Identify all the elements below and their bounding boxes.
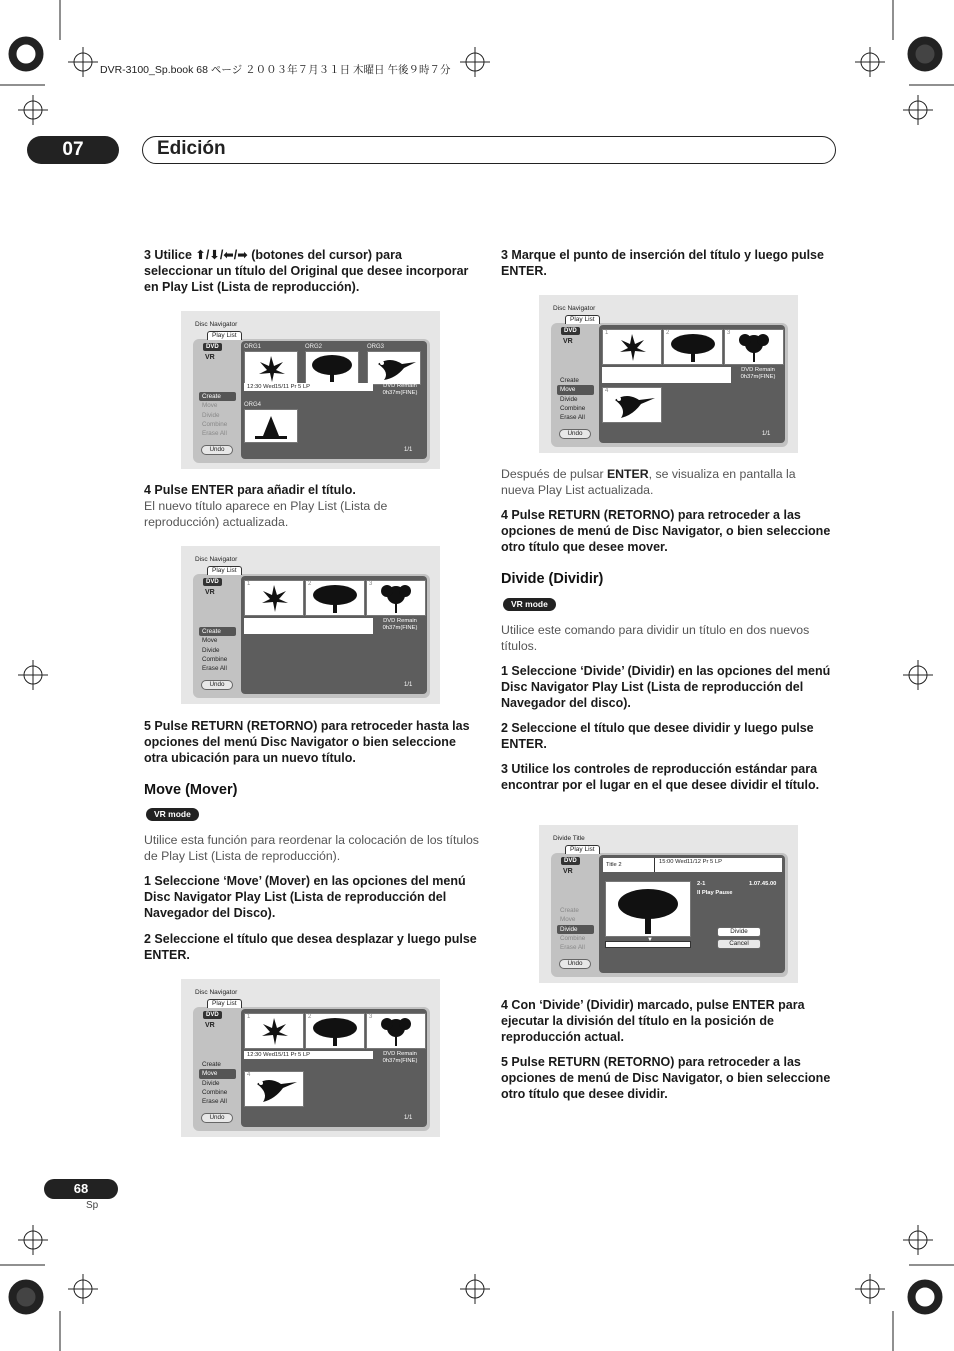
dvd-remain-label: DVD Remain bbox=[383, 1051, 417, 1057]
thumb-tree-image[interactable] bbox=[305, 351, 359, 385]
after-enter-text bbox=[501, 466, 831, 498]
menu-create[interactable]: Create bbox=[560, 377, 579, 384]
undo-button[interactable]: Undo bbox=[201, 445, 233, 455]
screen-frame bbox=[551, 316, 788, 447]
page-indicator: 1/1 bbox=[404, 447, 413, 453]
dvd-badge: DVD bbox=[203, 1011, 222, 1019]
menu-move[interactable]: Move bbox=[202, 402, 218, 410]
thumb-num-2: 2 bbox=[308, 581, 312, 587]
thumb-flower-image[interactable] bbox=[724, 329, 784, 365]
menu-combine[interactable]: Combine bbox=[202, 420, 228, 428]
thumb-label-org4: ORG4 bbox=[244, 402, 262, 408]
tab-playlist: Play List bbox=[565, 845, 600, 854]
move-step-2: 2 Seleccione el título que desea desplazar y luego pulse ENTER. bbox=[144, 932, 477, 962]
title-info-bar: 12:30 Wed15/11 Pr 5 LP bbox=[244, 1051, 373, 1059]
screen-header: Disc Navigator bbox=[553, 305, 596, 312]
divide-area bbox=[599, 855, 785, 973]
vr-badge: VR bbox=[205, 1022, 215, 1029]
menu-move[interactable]: Move bbox=[557, 385, 594, 394]
section-heading-divide: Divide (Dividir) bbox=[501, 571, 604, 587]
screen-select-original bbox=[181, 311, 440, 469]
thumb-tree-image[interactable] bbox=[663, 329, 723, 365]
move-step-1: 1 Seleccione ‘Move’ (Mover) en las opciones del menú Disc Navigator Play List (Lista de reproducción del Navegador del Disco). bbox=[144, 874, 466, 920]
dvd-badge: DVD bbox=[203, 343, 222, 351]
thumb-label-org2: ORG2 bbox=[305, 344, 323, 350]
dvd-remain bbox=[377, 383, 423, 397]
dvd-remain bbox=[377, 618, 423, 632]
thumb-num-3: 3 bbox=[369, 1014, 373, 1020]
thumb-label-org3: ORG3 bbox=[367, 344, 385, 350]
after-enter-pre: Después de pulsar bbox=[501, 467, 607, 481]
undo-button[interactable]: Undo bbox=[559, 429, 591, 439]
screen-header: Disc Navigator bbox=[195, 321, 238, 328]
right-step-3: 3 Marque el punto de inserción del título y luego pulse ENTER. bbox=[501, 248, 824, 278]
chapter-number: 07 bbox=[27, 136, 119, 164]
title-info-bar bbox=[244, 618, 373, 634]
page-indicator: 1/1 bbox=[404, 682, 413, 688]
divide-step-5: 5 Pulse RETURN (RETORNO) para retroceder a las opciones de menú de Disc Navigator, o bien seleccione otro título que desee dividir. bbox=[501, 1055, 831, 1101]
screen-playlist-updated bbox=[181, 546, 440, 704]
menu-divide[interactable]: Divide bbox=[202, 411, 220, 419]
screen-frame bbox=[193, 567, 430, 698]
tab-playlist: Play List bbox=[207, 999, 242, 1008]
screen-frame bbox=[193, 1000, 430, 1131]
undo-button[interactable]: Undo bbox=[559, 959, 591, 969]
vr-badge: VR bbox=[205, 589, 215, 596]
screen-header: Disc Navigator bbox=[195, 556, 238, 563]
after-enter-bold: ENTER bbox=[606, 467, 649, 481]
menu-list bbox=[557, 906, 594, 952]
tab-playlist: Play List bbox=[207, 566, 242, 575]
menu-divide[interactable]: Divide bbox=[202, 646, 220, 654]
menu-create[interactable]: Create bbox=[199, 627, 236, 636]
divide-step-3: 3 Utilice los controles de reproducción estándar para encontrar por el lugar en el que desee dividir el título. bbox=[501, 762, 820, 792]
after-enter-post: , se visualiza en pantalla la nueva Play List actualizada. bbox=[501, 467, 796, 497]
menu-list bbox=[199, 1060, 236, 1106]
divide-step-2: 2 Seleccione el título que desee dividir y luego pulse ENTER. bbox=[501, 721, 814, 751]
chapter-bar bbox=[142, 136, 836, 164]
page-language: Sp bbox=[86, 1200, 99, 1211]
divide-confirm-button[interactable]: Divide bbox=[717, 927, 761, 937]
menu-move[interactable]: Move bbox=[202, 637, 218, 645]
divide-intro: Utilice este comando para dividir un título en dos nuevos títulos. bbox=[501, 623, 810, 653]
thumb-tree-image[interactable] bbox=[305, 1013, 365, 1049]
menu-create[interactable]: Create bbox=[199, 392, 236, 401]
dvd-remain-time: 0h37m(FINE) bbox=[382, 390, 418, 396]
tab-playlist: Play List bbox=[565, 315, 600, 324]
divide-play-status: II Play Pause bbox=[697, 890, 733, 896]
thumb-label-org1: ORG1 bbox=[244, 344, 262, 350]
chapter-title: Edición bbox=[157, 138, 226, 159]
dvd-remain-time: 0h37m(FINE) bbox=[382, 1058, 418, 1064]
thumb-num-2: 2 bbox=[308, 1014, 312, 1020]
menu-create[interactable]: Create bbox=[202, 1061, 221, 1068]
menu-list bbox=[557, 376, 594, 422]
divide-position-marker[interactable]: ▼ bbox=[647, 937, 653, 943]
left-step-4-text: El nuevo título aparece en Play List (Lista de reproducción) actualizada. bbox=[144, 499, 388, 529]
thumb-num-1: 1 bbox=[605, 330, 609, 336]
thumb-tree-image[interactable] bbox=[305, 580, 365, 616]
divide-title-name: Title 2 bbox=[606, 858, 655, 872]
thumb-num-4: 4 bbox=[247, 1072, 251, 1078]
menu-erase-all[interactable]: Erase All bbox=[202, 430, 227, 438]
screen-frame bbox=[193, 332, 430, 463]
dvd-remain-time: 0h37m(FINE) bbox=[740, 374, 776, 380]
divide-step-1: 1 Seleccione ‘Divide’ (Dividir) en las opciones del menú Disc Navigator Play List (Lista de reproducción del Navegador del disco). bbox=[501, 664, 831, 710]
menu-combine[interactable]: Combine bbox=[202, 1088, 228, 1096]
section-heading-move: Move (Mover) bbox=[144, 782, 238, 798]
left-step-4-title: 4 Pulse ENTER para añadir el título. bbox=[144, 483, 356, 497]
dvd-remain-time: 0h37m(FINE) bbox=[382, 625, 418, 631]
divide-cancel-button[interactable]: Cancel bbox=[717, 939, 761, 949]
thumb-num-1: 1 bbox=[247, 581, 251, 587]
menu-move[interactable]: Move bbox=[560, 916, 576, 924]
menu-erase-all[interactable]: Erase All bbox=[560, 944, 585, 952]
thumb-area bbox=[241, 1009, 427, 1127]
vr-mode-tag: VR mode bbox=[503, 598, 556, 611]
thumb-leaf-image[interactable] bbox=[244, 580, 304, 616]
menu-erase-all[interactable]: Erase All bbox=[202, 1098, 227, 1106]
thumb-leaf-image[interactable] bbox=[244, 351, 298, 385]
vr-mode-tag: VR mode bbox=[146, 808, 199, 821]
vr-badge: VR bbox=[563, 868, 573, 875]
print-file-header: DVR-3100_Sp.book 68 ページ ２００３年７月３１日 木曜日 午後９時７分 bbox=[100, 64, 451, 76]
vr-badge: VR bbox=[205, 354, 215, 361]
page-indicator: 1/1 bbox=[762, 431, 771, 437]
left-step-3: 3 Utilice ⬆/⬇/⬅/➡ (botones del cursor) para seleccionar un título del Original que desee incorporar en Play List (Lista de reproducción). bbox=[144, 248, 469, 294]
move-intro: Utilice esta función para reordenar la colocación de los títulos de Play List (Lista de reproducción). bbox=[144, 833, 479, 863]
thumb-area bbox=[599, 325, 785, 443]
menu-divide[interactable]: Divide bbox=[560, 395, 578, 403]
divide-title-bar bbox=[603, 858, 782, 872]
undo-button[interactable]: Undo bbox=[201, 1113, 233, 1123]
thumb-num-3: 3 bbox=[369, 581, 373, 587]
left-step-5: 5 Pulse RETURN (RETORNO) para retroceder hasta las opciones del menú Disc Navigator o bien seleccione otra ubicación para un nuevo título. bbox=[144, 719, 470, 765]
thumb-num-1: 1 bbox=[247, 1014, 251, 1020]
thumb-num-4: 4 bbox=[605, 388, 609, 394]
dvd-badge: DVD bbox=[561, 857, 580, 865]
thumb-bird-image[interactable] bbox=[244, 1071, 304, 1107]
divide-title-info: 15:00 Wed11/12 Pr 5 LP bbox=[659, 859, 722, 865]
dvd-remain-label: DVD Remain bbox=[383, 618, 417, 624]
thumb-leaf-image[interactable] bbox=[602, 329, 662, 365]
thumb-num-2: 2 bbox=[666, 330, 670, 336]
page-indicator: 1/1 bbox=[404, 1115, 413, 1121]
thumb-area bbox=[241, 341, 427, 459]
screen-insertion-point bbox=[539, 295, 798, 453]
tab-playlist: Play List bbox=[207, 331, 242, 340]
menu-list bbox=[199, 392, 236, 438]
divide-chapter: 2-1 bbox=[697, 881, 706, 887]
thumb-leaf-image[interactable] bbox=[244, 1013, 304, 1049]
title-info-bar bbox=[602, 367, 731, 383]
thumb-flower-image[interactable] bbox=[366, 1013, 426, 1049]
dvd-badge: DVD bbox=[203, 578, 222, 586]
menu-divide[interactable]: Divide bbox=[202, 1079, 220, 1087]
undo-button[interactable]: Undo bbox=[201, 680, 233, 690]
screen-frame bbox=[551, 846, 788, 977]
menu-erase-all[interactable]: Erase All bbox=[560, 414, 585, 422]
dvd-remain bbox=[377, 1051, 423, 1065]
menu-divide[interactable]: Divide bbox=[557, 925, 594, 934]
thumb-bird-image[interactable] bbox=[367, 351, 421, 385]
divide-step-4: 4 Con ‘Divide’ (Dividir) marcado, pulse ENTER para ejecutar la división del título en la posición de reproducción actual. bbox=[501, 998, 805, 1044]
dvd-remain-label: DVD Remain bbox=[741, 367, 775, 373]
thumb-area bbox=[241, 576, 427, 694]
dvd-remain bbox=[735, 367, 781, 381]
divide-timecode: 1.07.45.00 bbox=[749, 881, 777, 887]
right-step-4: 4 Pulse RETURN (RETORNO) para retroceder a las opciones de menú de Disc Navigator, o bien seleccione otro título que desee mover. bbox=[501, 508, 831, 554]
thumb-num-3: 3 bbox=[727, 330, 731, 336]
menu-erase-all[interactable]: Erase All bbox=[202, 665, 227, 673]
menu-combine[interactable]: Combine bbox=[202, 655, 228, 663]
vr-badge: VR bbox=[563, 338, 573, 345]
menu-combine[interactable]: Combine bbox=[560, 404, 586, 412]
screen-move-select bbox=[181, 979, 440, 1137]
dvd-badge: DVD bbox=[561, 327, 580, 335]
screen-header: Divide Title bbox=[553, 835, 585, 842]
dvd-remain-label: DVD Remain bbox=[383, 383, 417, 389]
menu-move[interactable]: Move bbox=[199, 1069, 236, 1078]
screen-divide-title bbox=[539, 825, 798, 983]
thumb-surfer-image[interactable] bbox=[244, 409, 298, 443]
title-info-bar: 12:30 Wed15/11 Pr 5 LP bbox=[244, 383, 373, 391]
thumb-flower-image[interactable] bbox=[366, 580, 426, 616]
divide-preview-tree bbox=[605, 881, 691, 937]
page-number: 68 bbox=[44, 1179, 118, 1199]
menu-combine[interactable]: Combine bbox=[560, 934, 586, 942]
thumb-bird-image[interactable] bbox=[602, 387, 662, 423]
menu-list bbox=[199, 627, 236, 673]
screen-header: Disc Navigator bbox=[195, 989, 238, 996]
menu-create[interactable]: Create bbox=[560, 907, 579, 914]
